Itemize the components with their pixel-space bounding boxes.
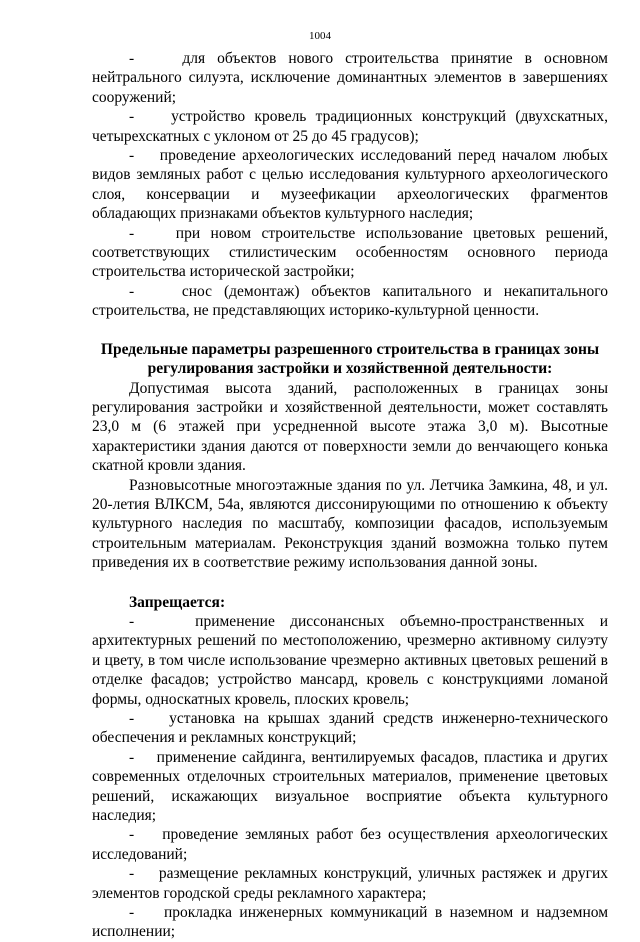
list-item: - установка на крышах зданий средств инженерно-технического обеспечения и рекламных конструкций;	[92, 710, 608, 747]
spacer	[92, 573, 608, 593]
list-top	[92, 49, 608, 321]
spacer	[92, 321, 608, 340]
list-item: - прокладка инженерных коммуникаций в наземном и надземном исполнении;	[92, 904, 608, 941]
list-item: - размещение рекламных конструкций, уличных растяжек и других элементов городской среды рекламного характера;	[92, 865, 608, 902]
document-body	[92, 49, 608, 942]
forbidden-heading: Запрещается:	[129, 593, 226, 611]
list-item: - снос (демонтаж) объектов капитального и некапитального строительства, не представляющих историко-культурной ценности.	[92, 282, 608, 320]
forbidden-list	[92, 612, 608, 942]
list-item: - проведение земляных работ без осуществления археологических исследований;	[92, 826, 608, 863]
section-heading: Предельные параметры разрешенного строительства в границах зоны регулирования застройки и хозяйственной деятельности:	[100, 340, 600, 378]
list-item: - при новом строительстве использование цветовых решений, соответствующих стилистическим особенностям основного периода строительства исторической застройки;	[92, 224, 608, 281]
list-item: - устройство кровель традиционных конструкций (двухскатных, четырехскатных с уклоном от 25 до 45 градусов);	[92, 108, 608, 145]
paragraph: Допустимая высота зданий, расположенных в границах зоны регулирования застройки и хозяйственной деятельности, может составлять 23,0 м (6 этажей при усредненной высоте этажа 3,0 м). Высотные характеристики здания даются от поверхности земли до венчающего конька скатной кровли здания.	[92, 379, 608, 475]
list-item: - для объектов нового строительства принятие в основном нейтрального силуэта, исключение доминантных элементов в завершениях сооружений;	[92, 50, 608, 106]
paragraph: Разновысотные многоэтажные здания по ул. Летчика Замкина, 48, и ул. 20-летия ВЛКСМ, 54а, являются диссонирующими по отношению к объекту культурного наследия по масштабу, композиции фасадов, используемым строительным материалам. Реконструкция зданий возможна только путем приведения их в соответствие режиму использования данной зоны.	[92, 476, 608, 572]
list-item: - применение сайдинга, вентилируемых фасадов, пластика и других современных отделочных строительных материалов, применение цветовых решений, искажающих визуальное восприятие объекта культурного наследия;	[92, 748, 608, 825]
list-item: - применение диссонансных объемно-пространственных и архитектурных решений по местоположению, чрезмерно активному силуэту и цвету, в том числе использование чрезмерно активных цветовых решений в отделке фасадов; устройство мансард, кровель с конструкциями ломаной формы, односкатных кровель, плоских кровель;	[92, 612, 608, 708]
page-number: 1004	[309, 30, 331, 42]
list-item: - проведение археологических исследований перед началом любых видов земляных работ с целью исследования культурного археологического слоя, консервации и музеефикации археологических фрагментов обладающих признаками объектов культурного наследия;	[92, 147, 608, 223]
